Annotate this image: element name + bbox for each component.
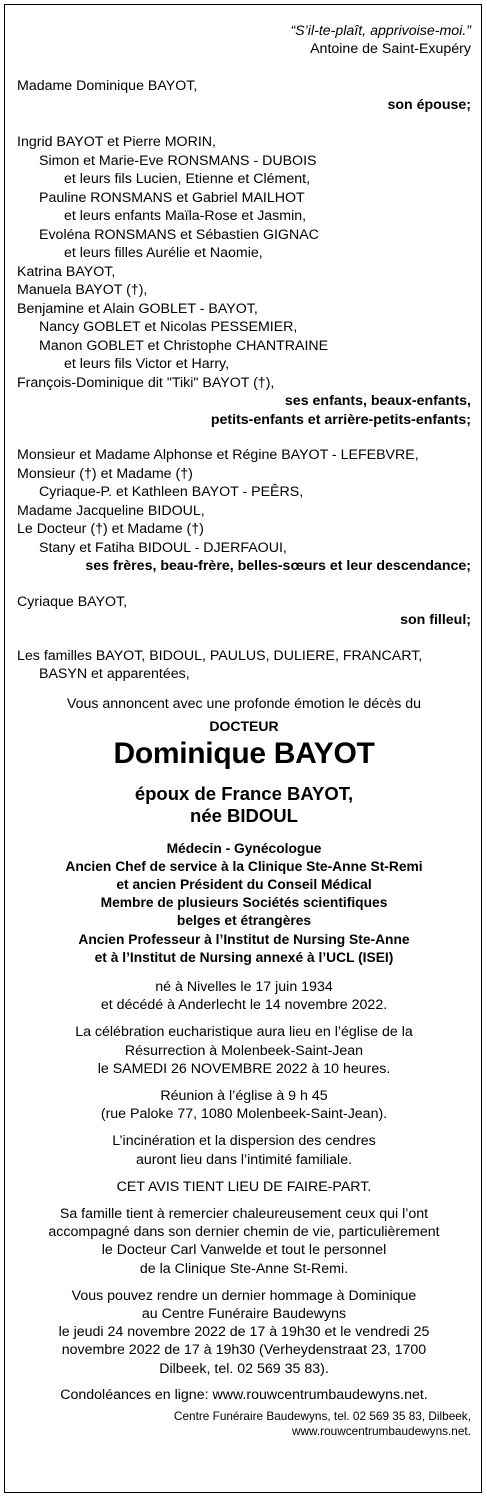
families-block <box>17 647 471 684</box>
detail-line: L’incinération et la dispersion des cendres <box>112 1133 376 1150</box>
details <box>17 978 471 1378</box>
detail-line: Sa famille tient à remercier chaleureusement ceux qui l’ont <box>59 1205 429 1222</box>
detail-line: auront lieu dans l’intimité familiale. <box>135 1151 353 1168</box>
godson-name: Cyriaque BAYOT, <box>17 593 128 610</box>
children-line: et leurs enfants Maïla-Rose et Jasmin, <box>64 208 307 224</box>
footer-line-1: Centre Funéraire Baudewyns, tel. 02 569 35 83, Dilbeek, <box>173 1409 471 1424</box>
children-line: Ingrid BAYOT et Pierre MORIN, <box>17 134 216 150</box>
detail-line: (rue Paloke 77, 1080 Molenbeek-Saint-Jean). <box>100 1106 388 1123</box>
spouse-role: son épouse; <box>387 96 471 113</box>
detail-line: CET AVIS TIENT LIEU DE FAIRE-PART. <box>116 1178 372 1195</box>
siblings-block <box>17 446 471 557</box>
detail-line: né à Nivelles le 17 juin 1934 <box>155 978 333 995</box>
spouse-name: Madame Dominique BAYOT, <box>17 78 198 94</box>
siblings-line: Monsieur et Madame Alphonse et Régine BAYOT - LEFEBVRE, <box>17 447 419 463</box>
detail-line: le jeudi 24 novembre 2022 de 17 à 19h30 et le vendredi 25 <box>58 1324 430 1341</box>
detail-line: novembre 2022 de 17 à 19h30 (Verheydenstraat 23, 1700 <box>61 1342 427 1359</box>
children-line: et leurs fils Lucien, Etienne et Clément, <box>64 171 311 187</box>
siblings-line: Monsieur (†) et Madame (†) <box>17 465 193 482</box>
detail-line: Dilbeek, tel. 02 569 35 83). <box>159 1360 329 1377</box>
detail-paragraph <box>17 1132 471 1168</box>
children-role-2: petits-enfants et arrière-petits-enfants; <box>210 411 471 428</box>
detail-line: La célébration eucharistique aura lieu en l’église de la <box>75 1024 413 1041</box>
epigraph-quote: “S’il-te-plaît, apprivoise-moi.” <box>290 23 471 39</box>
detail-line: et décédé à Anderlecht le 14 novembre 2022. <box>100 997 388 1014</box>
detail-paragraph <box>17 1205 471 1278</box>
title-line: et à l’Institut de Nursing annexé à l’UCL (ISEI) <box>94 949 394 965</box>
children-line: François-Dominique dit "Tiki" BAYOT (†), <box>17 374 275 391</box>
professional-titles <box>17 840 471 967</box>
detail-line: au Centre Funéraire Baudewyns <box>141 1305 347 1322</box>
epigraph <box>17 22 471 58</box>
detail-paragraph <box>17 978 471 1014</box>
children-line: Manuela BAYOT (†), <box>17 282 148 298</box>
godson-block <box>17 593 471 630</box>
detail-line: le Docteur Carl Vanwelde et tout le personnel <box>101 1242 387 1259</box>
detail-line: Résurrection à Molenbeek-Saint-Jean <box>124 1042 364 1059</box>
children-line: Pauline RONSMANS et Gabriel MAILHOT <box>39 189 305 206</box>
deceased-spouse <box>17 783 471 827</box>
deceased-spouse-line-2: née BIDOUL <box>190 804 298 826</box>
epigraph-author: Antoine de Saint-Exupéry <box>310 41 471 57</box>
detail-paragraph <box>17 1178 471 1196</box>
detail-line: de la Clinique Ste-Anne St-Remi. <box>139 1260 349 1277</box>
detail-line: Vous pouvez rendre un dernier hommage à Dominique <box>71 1287 417 1304</box>
funeral-home-footer <box>17 1409 471 1439</box>
detail-line: accompagné dans son dernier chemin de vie, particulièrement <box>48 1224 440 1241</box>
deceased-name: Dominique BAYOT <box>113 736 375 770</box>
deceased-spouse-line-1: époux de France BAYOT, <box>134 782 354 804</box>
title-line: Ancien Chef de service à la Clinique Ste-Anne St-Remi <box>65 858 423 874</box>
children-line: et leurs filles Aurélie et Naomie, <box>64 245 263 261</box>
godson-role: son filleul; <box>400 612 471 628</box>
children-line: Simon et Marie-Eve RONSMANS - DUBOIS <box>39 152 317 169</box>
children-line: Evoléna RONSMANS et Sébastien GIGNAC <box>39 226 319 243</box>
announcement: Vous annoncent avec une profonde émotion le décès du <box>66 695 422 712</box>
detail-paragraph <box>17 1023 471 1078</box>
children-line: Katrina BAYOT, <box>17 263 116 280</box>
title-line: Membre de plusieurs Sociétés scientifiques <box>100 895 388 911</box>
detail-line: Réunion à l’église à 9 h 45 <box>160 1087 328 1104</box>
spouse-block <box>17 77 471 114</box>
children-role-1: ses enfants, beaux-enfants, <box>284 393 471 409</box>
children-line: Benjamine et Alain GOBLET - BAYOT, <box>17 300 258 317</box>
children-line: Manon GOBLET et Christophe CHANTRAINE <box>39 337 329 354</box>
title-line: Médecin - Gynécologue <box>166 840 322 856</box>
title-line: Ancien Professeur à l’Institut de Nursing Ste-Anne <box>78 931 410 947</box>
children-line: et leurs fils Victor et Harry, <box>64 356 230 372</box>
siblings-line: Cyriaque-P. et Kathleen BAYOT - PEÊRS, <box>39 484 304 500</box>
children-line: Nancy GOBLET et Nicolas PESSEMIER, <box>39 319 298 335</box>
siblings-line: Stany et Fatiha BIDOUL - DJERFAOUI, <box>39 539 287 556</box>
deceased-title: DOCTEUR <box>209 718 279 734</box>
siblings-line: Madame Jacqueline BIDOUL, <box>17 502 205 519</box>
families-line-2: BASYN et apparentées, <box>39 666 190 682</box>
title-line: et ancien Président du Conseil Médical <box>116 876 372 892</box>
families-line-1: Les familles BAYOT, BIDOUL, PAULUS, DULIERE, FRANCART, <box>17 647 423 664</box>
title-line: belges et étrangères <box>176 913 312 929</box>
death-notice <box>17 22 471 1439</box>
footer-line-2: www.rouwcentrumbaudewyns.net. <box>291 1424 471 1439</box>
siblings-line: Le Docteur (†) et Madame (†) <box>17 521 204 537</box>
detail-paragraph <box>17 1287 471 1378</box>
children-block <box>17 133 471 392</box>
siblings-role: ses frères, beau-frère, belles-sœurs et leur descendance; <box>85 558 471 574</box>
detail-line: le SAMEDI 26 NOVEMBRE 2022 à 10 heures. <box>97 1060 391 1077</box>
detail-paragraph <box>17 1087 471 1123</box>
condolences-line: Condoléances en ligne: www.rouwcentrumbaudewyns.net. <box>60 1386 428 1403</box>
